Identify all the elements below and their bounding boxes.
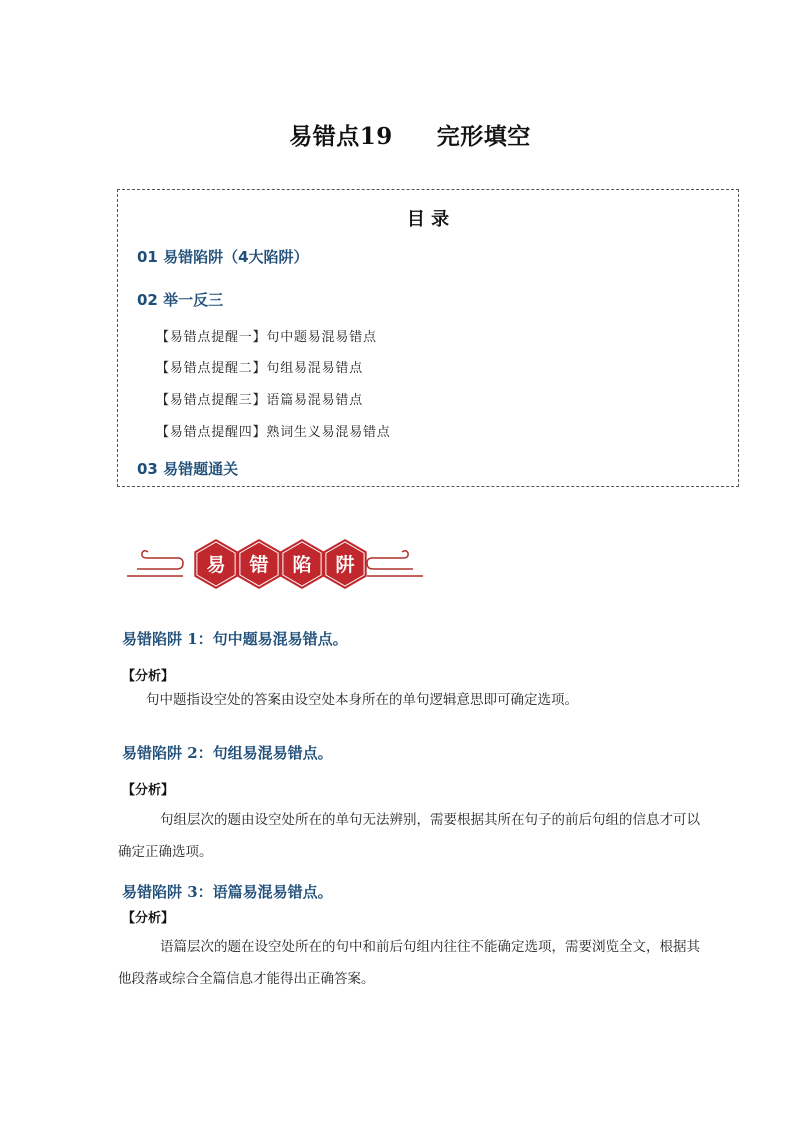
toc-item-1[interactable]: 【易错点提醒一】句中题易混易错点 — [156, 330, 377, 345]
trap-1-analysis-label: 【分析】 — [122, 669, 175, 684]
toc-item-4[interactable]: 【易错点提醒四】熟词生义易混易错点 — [156, 425, 391, 440]
trap-3-heading: 易错陷阱 3：语篇易混易错点。 — [122, 883, 333, 901]
table-of-contents — [117, 189, 739, 487]
page-title — [0, 118, 794, 151]
trap-banner — [125, 535, 425, 595]
banner-char: 阱 — [335, 554, 355, 576]
toc-section-practice[interactable]: 03 易错题通关 — [137, 460, 239, 478]
banner-left-ornament — [127, 551, 183, 576]
title-topic-name: 完形填空 — [436, 123, 531, 150]
banner-char: 错 — [249, 554, 269, 576]
trap-2-heading: 易错陷阱 2：句组易混易错点。 — [122, 744, 333, 762]
trap-3-analysis-text: 语篇层次的题在设空处所在的句中和前后句组内往往不能确定选项，需要浏览全文，根据其他段落或综合全篇信息才能得出正确答案。 — [118, 939, 700, 987]
toc-item-2[interactable]: 【易错点提醒二】句组易混易错点 — [156, 361, 364, 376]
trap-2-analysis-text: 句组层次的题由设空处所在的单句无法辨别，需要根据其所在句子的前后句组的信息才可以确定正确选项。 — [118, 812, 700, 860]
title-topic-number: 易错点19 — [289, 123, 393, 150]
toc-heading: 目 录 — [406, 209, 450, 230]
toc-section-examples[interactable]: 02 举一反三 — [137, 291, 224, 309]
trap-1-heading: 易错陷阱 1：句中题易混易错点。 — [122, 630, 348, 648]
trap-3-analysis-label: 【分析】 — [122, 911, 175, 926]
toc-item-3[interactable]: 【易错点提醒三】语篇易混易错点 — [156, 393, 364, 408]
toc-section-traps[interactable]: 01 易错陷阱（4大陷阱） — [137, 248, 309, 266]
banner-char: 陷 — [292, 554, 312, 576]
banner-char: 易 — [206, 554, 226, 576]
trap-1-analysis-text: 句中题指设空处的答案由设空处本身所在的单句逻辑意思即可确定选项。 — [146, 692, 578, 708]
banner-right-ornament — [367, 551, 423, 576]
trap-2-analysis-label: 【分析】 — [122, 783, 175, 798]
